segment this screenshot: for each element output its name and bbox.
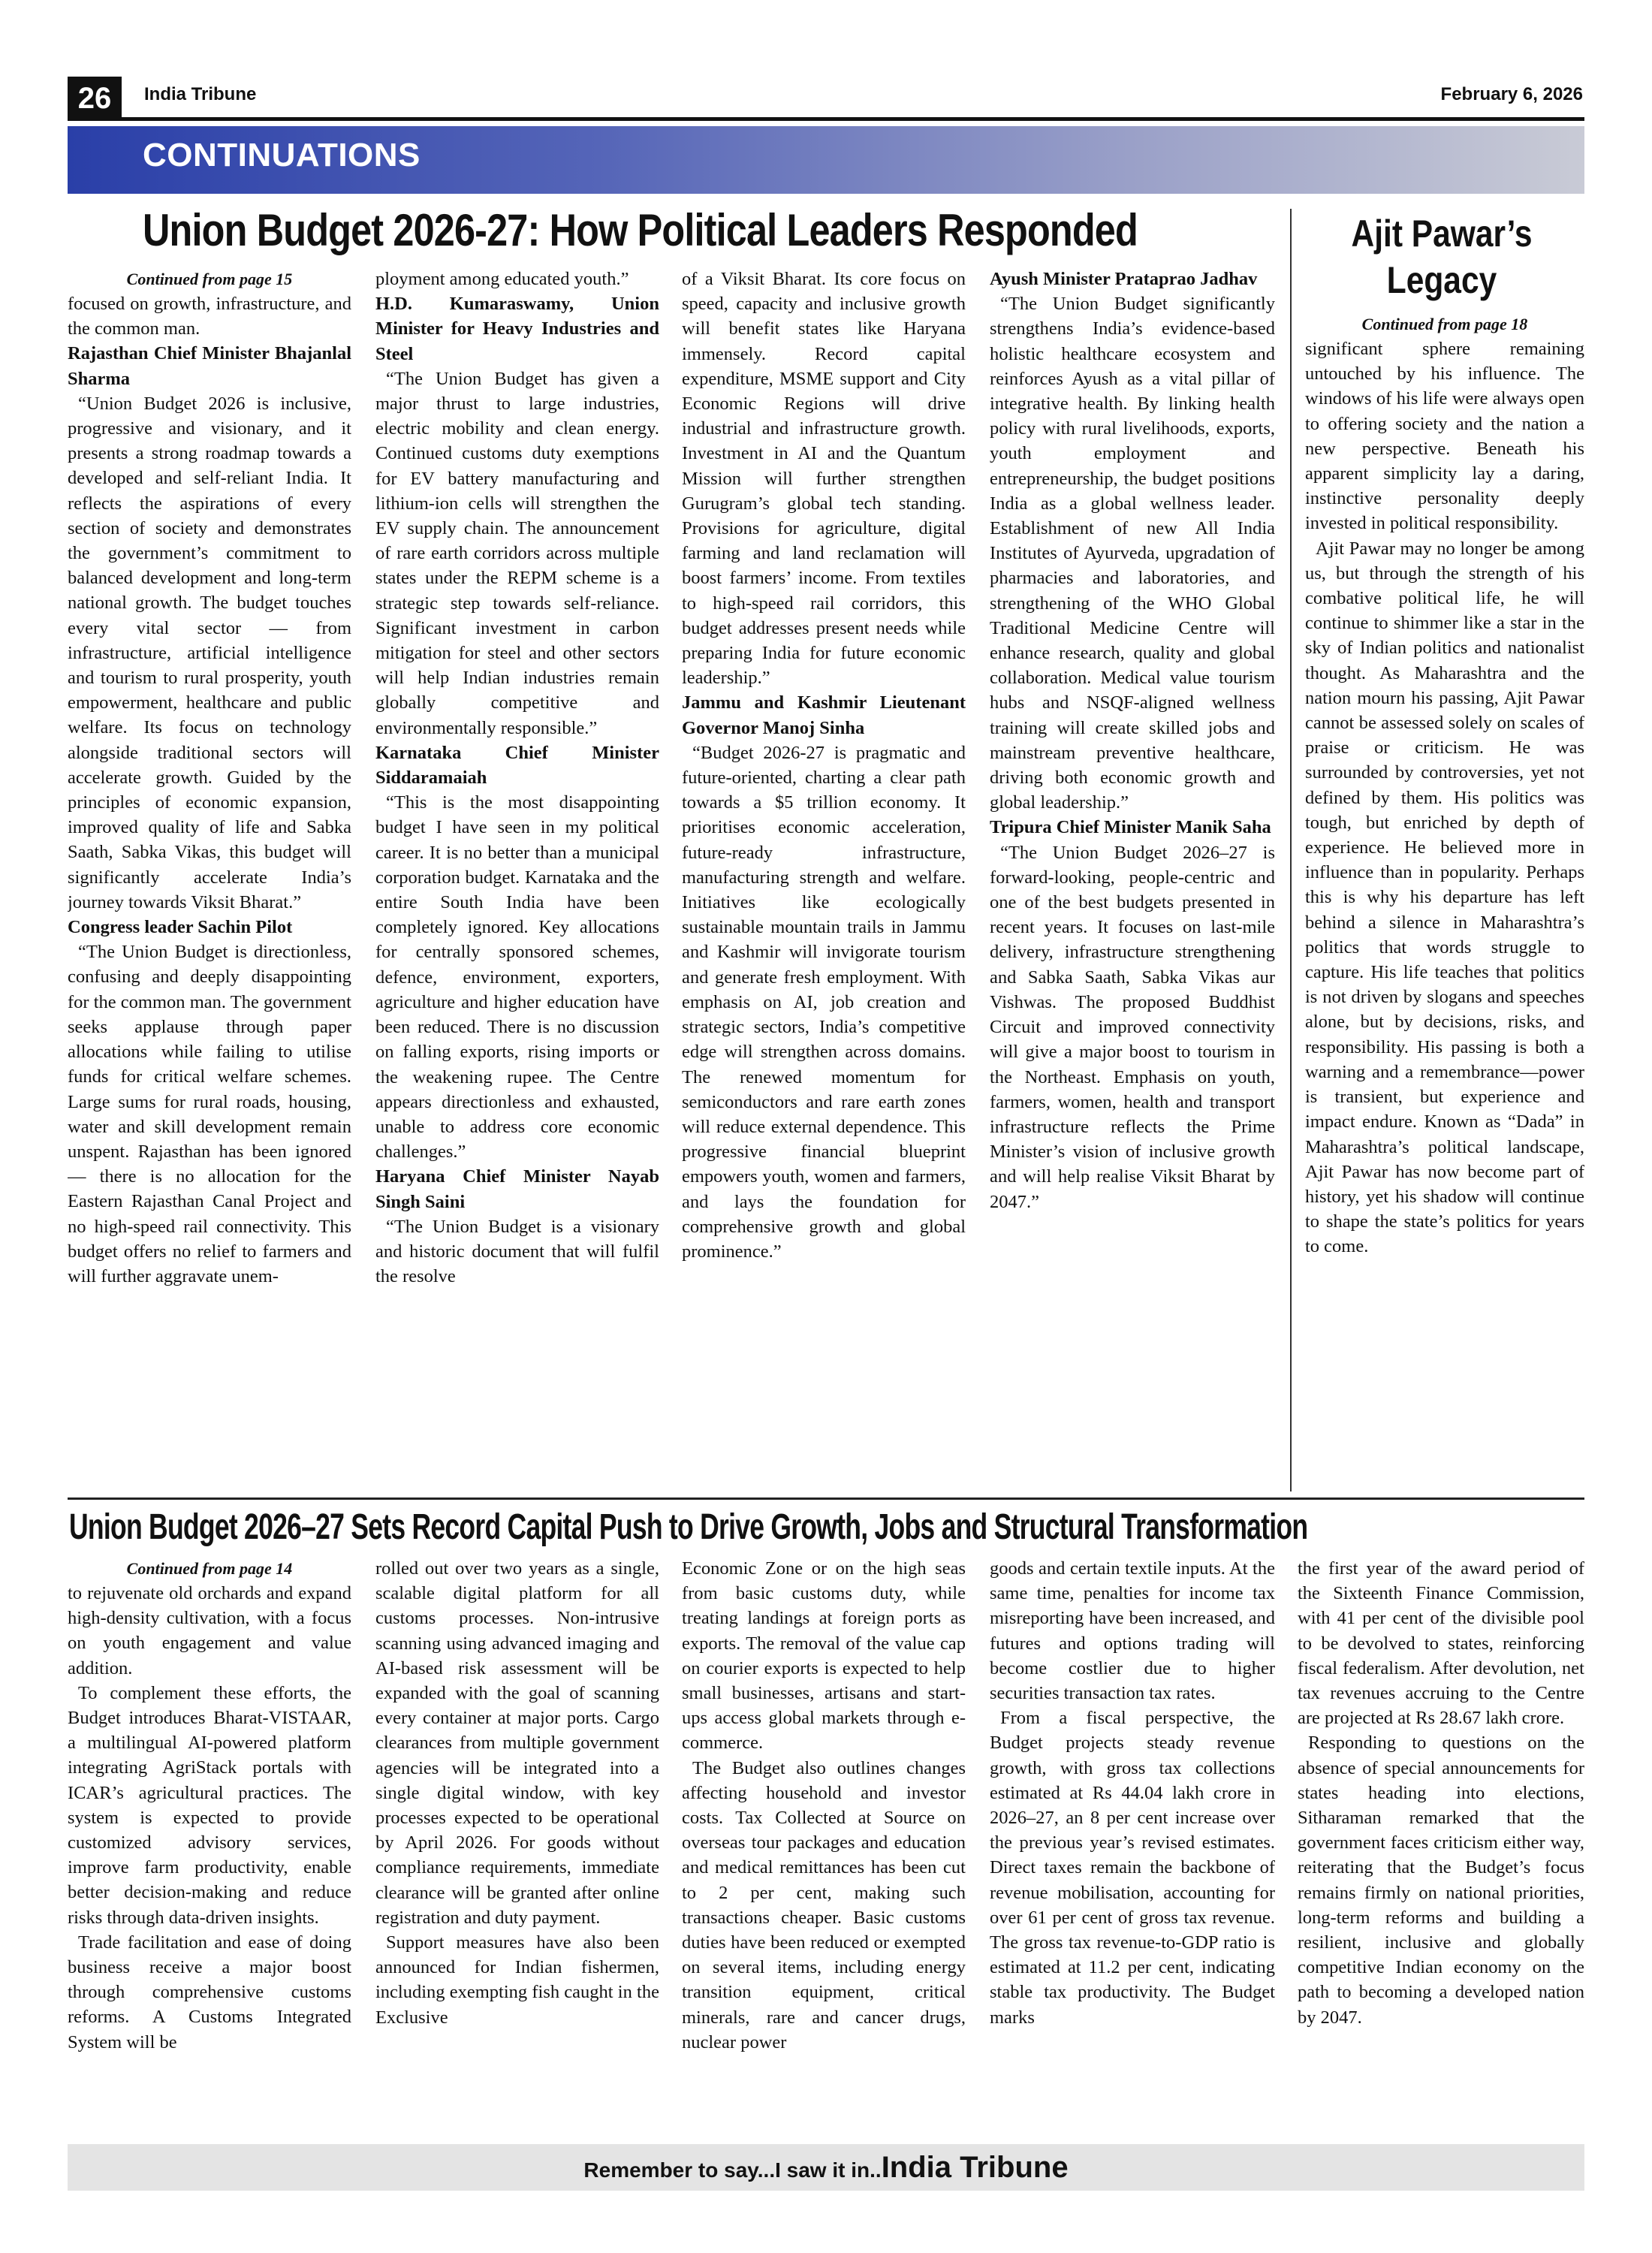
body-paragraph: Responding to questions on the absence of special announcements for states heading into elections, Sitharaman remarked that the government faces criticism either way, reiterating that the Budget’s focus remains firmly on national priorities, long-term reforms and building a resilient, inclusive and globally competitive Indian economy on the path to becoming a developed nation by 2047. bbox=[1298, 1733, 1584, 2028]
body-paragraph: rolled out over two years as a single, scalable digital platform for all customs processes. Non-intrusive scanning using advanced imaging and AI-based risk assessment will be expanded with the goal of scanning every container at major ports. Cargo clearances from multiple government agencies will be integrated into a single digital window, with key processes expected to be operational by April 2026. For goods without compliance requirements, immediate clearance will be granted after online registration and duty payment. bbox=[375, 1558, 659, 1928]
continued-note: Continued from page 15 bbox=[126, 270, 293, 288]
article2-column-3 bbox=[682, 1556, 966, 2138]
article2-column-2 bbox=[375, 1556, 659, 2138]
body-paragraph: Economic Zone or on the high seas from basic customs duty, while treating landings at foreign ports as exports. The removal of the value cap on courier exports is expected to help small businesses, artisans and start-ups access global markets through e-commerce. bbox=[682, 1558, 966, 1754]
speaker-name: H.D. Kumaraswamy, Union Minister for Heavy Industries and Steel bbox=[375, 294, 659, 364]
body-paragraph: “The Union Budget is a visionary and historic document that will fulfil the resolve bbox=[375, 1216, 659, 1287]
body-paragraph: to rejuvenate old orchards and expand high-density cultivation, with a focus on youth engagement and value addition. bbox=[68, 1583, 351, 1678]
body-paragraph: Trade facilitation and ease of doing business receive a major boost through comprehensive customs reforms. A Customs Integrated System will be bbox=[68, 1932, 351, 2052]
publication-name: India Tribune bbox=[144, 84, 257, 104]
body-paragraph: goods and certain textile inputs. At the same time, penalties for income tax misreporting have been increased, and futures and options trading will become costlier due to higher securities transaction tax rates. bbox=[990, 1558, 1275, 1704]
body-paragraph: of a Viksit Bharat. Its core focus on speed, capacity and inclusive growth will benefit states like Haryana immensely. Record capital expenditure, MSME support and City Economic Regions will drive industrial and infrastructure growth. Investment in AI and the Quantum Mission will further strengthen Gurugram’s global tech standing. Provisions for agriculture, digital farming and land reclamation will boost farmers’ income. From textiles to high-speed rail corridors, this budget addresses present needs while preparing India for future economic leadership.” bbox=[682, 269, 966, 689]
article1-headline: Union Budget 2026-27: How Political Leaders Responded bbox=[143, 205, 1138, 255]
body-paragraph: significant sphere remaining untouched by his influence. The windows of his life were always open to offering society and the nation a new perspective. Beneath his apparent simplicity lay a daring, instinctive personality deeply invested in political responsibility. bbox=[1305, 339, 1584, 534]
body-paragraph: The Budget also outlines changes affecting household and investor costs. Tax Collected at Source on overseas tour packages and education and medical remittances has been cut to 2 per cent, making such transactions cheaper. Basic customs duties have been reduced or exempted on several items, including energy transition equipment, critical minerals, rare and cancer drugs, nuclear power bbox=[682, 1757, 966, 2052]
body-paragraph: “The Union Budget has given a major thrust to large industries, electric mobility and clean energy. Continued customs duty exemptions for EV battery manufacturing and lithium-ion cells will strengthen the EV supply chain. The announcement of rare earth corridors across multiple states under the REPM scheme is a strategic step towards self-reliance. Significant investment in carbon mitigation for steel and other sectors will help Indian industries remain globally competitive and environmentally responsible.” bbox=[375, 368, 659, 738]
speaker-name: Karnataka Chief Minister Siddaramaiah bbox=[375, 742, 659, 789]
article2-column-1 bbox=[68, 1556, 351, 2138]
speaker-name: Haryana Chief Minister Nayab Singh Saini bbox=[375, 1166, 659, 1212]
article1-column-3 bbox=[682, 267, 966, 1494]
footer-brand: India Tribune bbox=[881, 2151, 1069, 2184]
body-paragraph: the first year of the award period of the Sixteenth Finance Commission, with 41 per cent of the divisible pool to be devolved to states, reinforcing fiscal federalism. After devolution, net tax revenues accruing to the Centre are projected at Rs 28.67 lakh crore. bbox=[1298, 1558, 1584, 1729]
sidebar-column bbox=[1305, 312, 1584, 1494]
sidebar-headline bbox=[1321, 210, 1563, 303]
article2-headline: Union Budget 2026–27 Sets Record Capital Push to Drive Growth, Jobs and Structural Transformation bbox=[69, 1507, 1308, 1547]
body-paragraph: Ajit Pawar may no longer be among us, but through the strength of his combative political life, he will continue to shimmer like a star in the sky of Indian politics and nationalist thought. As Maharashtra and the nation mourn his passing, Ajit Pawar cannot be assessed solely on scales of praise or criticism. He was surrounded by controversies, yet not defined by them. His politics was tough, but enriched by depth of experience. He believed more in influence than in popularity. Perhaps this is why his departure has left behind a silence in Maharashtra’s politics that words struggle to capture. His life teaches that politics is not driven by slogans and speeches alone, but by decisions, risks, and responsibility. His passing is both a warning and a remembrance—power is transient, but experience and impact endure. Known as “Dada” in Maharashtra’s political landscape, Ajit Pawar has now become part of history, yet his shadow will continue to shape the state’s politics for years to come. bbox=[1305, 538, 1584, 1257]
body-paragraph: Support measures have also been announced for Indian fishermen, including exempting fish caught in the Exclusive bbox=[375, 1932, 659, 2028]
body-paragraph: From a fiscal perspective, the Budget projects steady revenue growth, with gross tax collections estimated at Rs 44.04 lakh crore in 2026–27, an 8 per cent increase over the previous year’s revised estimates. Direct taxes remain the backbone of revenue mobilisation, accounting for over 61 per cent of gross tax revenue. The gross tax revenue-to-GDP ratio is estimated at 11.2 per cent, indicating stable tax productivity. The Budget marks bbox=[990, 1708, 1275, 2028]
body-paragraph: “The Union Budget 2026–27 is forward-looking, people-centric and one of the best budgets presented in recent years. It focuses on last-mile delivery, infrastructure strengthening and Sabka Saath, Sabka Vikas aur Vishwas. The proposed Buddhist Circuit and improved connectivity will give a major boost to tourism in the Northeast. Emphasis on youth, farmers, women, health and transport infrastructure reflects the Prime Minister’s vision of inclusive growth and will help realise Viksit Bharat by 2047.” bbox=[990, 842, 1275, 1212]
header-rule bbox=[68, 117, 1584, 121]
speaker-name: Tripura Chief Minister Manik Saha bbox=[990, 817, 1271, 838]
sidebar-headline-line2: Legacy bbox=[1386, 259, 1497, 301]
sidebar-headline-line1: Ajit Pawar’s bbox=[1351, 213, 1533, 255]
sidebar-continued-note: Continued from page 18 bbox=[1361, 315, 1528, 333]
article1-column-4 bbox=[990, 267, 1275, 1494]
article2-column-4 bbox=[990, 1556, 1275, 2138]
footer-prefix: Remember to say...I saw it in.. bbox=[583, 2158, 882, 2182]
article1-column-1 bbox=[68, 267, 351, 1494]
issue-date: February 6, 2026 bbox=[1440, 84, 1583, 104]
section-title: CONTINUATIONS bbox=[143, 137, 421, 173]
body-paragraph: “The Union Budget is directionless, confusing and deeply disappointing for the common man. The government seeks applause through paper allocations while failing to utilise funds for critical welfare schemes. Large sums for rural roads, housing, water and skill development remain unspent. Rajasthan has been ignored — there is no allocation for the Eastern Rajasthan Canal Project and no high-speed rail connectivity. This budget offers no relief to farmers and will further aggravate unem- bbox=[68, 942, 351, 1286]
body-paragraph: To complement these efforts, the Budget introduces Bharat-VISTAAR, a multilingual AI-powered platform integrating AgriStack portals with ICAR’s agricultural practices. The system is expected to provide customized advisory services, improve farm productivity, enable better decision-making and reduce risks through data-driven insights. bbox=[68, 1682, 351, 1928]
body-paragraph: “Union Budget 2026 is inclusive, progressive and visionary, and it presents a strong roadmap towards a developed and self-reliant India. It reflects the aspirations of every section of society and demonstrates the government’s commitment to balanced development and long-term national growth. The budget touches every vital sector — from infrastructure, artificial intelligence and tourism to rural prosperity, youth empowerment, healthcare and public welfare. Its focus on technology alongside traditional sectors will accelerate growth. Guided by the principles of economic expansion, improved quality of life and Sabka Saath, Sabka Vikas, this budget will significantly accelerate India’s journey towards Viksit Bharat.” bbox=[68, 393, 351, 912]
body-paragraph: “Budget 2026-27 is pragmatic and future-oriented, charting a clear path towards a $5 trillion economy. It prioritises economic acceleration, future-ready infrastructure, manufacturing strength and welfare. Initiatives like ecologically sustainable mountain trails in Jammu and Kashmir will invigorate tourism and generate fresh employment. With emphasis on AI, job creation and strategic sectors, India’s competitive edge will strengthen across domains. The renewed momentum for semiconductors and rare earth zones will reduce external dependence. This progressive financial blueprint empowers youth, women and farmers, and lays the foundation for comprehensive growth and global prominence.” bbox=[682, 742, 966, 1262]
body-paragraph: “This is the most disappointing budget I have seen in my political career. It is no better than a municipal corporation budget. Karnataka and the entire South India have been completely ignored. Key allocations for centrally sponsored schemes, defence, environment, exporters, agriculture and higher education have been reduced. There is no discussion on falling exports, rising imports or the weakening rupee. The Centre appears directionless and exhausted, unable to address core economic challenges.” bbox=[375, 792, 659, 1163]
article2-column-5 bbox=[1298, 1556, 1584, 2138]
article-divider bbox=[68, 1497, 1584, 1500]
speaker-name: Ayush Minister Prataprao Jadhav bbox=[990, 269, 1258, 289]
footer-banner bbox=[68, 2144, 1584, 2191]
page-number: 26 bbox=[68, 77, 122, 120]
section-band bbox=[68, 126, 1584, 194]
body-paragraph: ployment among educated youth.” bbox=[375, 269, 629, 289]
article1-column-2 bbox=[375, 267, 659, 1494]
sidebar-divider bbox=[1290, 209, 1292, 1491]
body-paragraph: “The Union Budget significantly strengthens India’s evidence-based holistic healthcare ecosystem and reinforces Ayush as a vital pillar of integrative health. By linking health policy with rural livelihoods, exports, youth employment and entrepreneurship, the budget positions India as a global wellness leader. Establishment of new All India Institutes of Ayurveda, upgradation of pharmacies and laboratories, and strengthening of the WHO Global Traditional Medicine Centre will enhance research, quality and global collaboration. Medical value tourism hubs and NSQF-aligned wellness training will create skilled jobs and mainstream preventive healthcare, driving both economic growth and global leadership.” bbox=[990, 294, 1275, 813]
speaker-name: Rajasthan Chief Minister Bhajanlal Sharma bbox=[68, 343, 351, 389]
article2-continued-note: Continued from page 14 bbox=[126, 1559, 293, 1578]
speaker-name: Jammu and Kashmir Lieutenant Governor Manoj Sinha bbox=[682, 692, 966, 738]
body-paragraph: focused on growth, infrastructure, and the common man. bbox=[68, 294, 351, 339]
speaker-name: Congress leader Sachin Pilot bbox=[68, 917, 293, 938]
